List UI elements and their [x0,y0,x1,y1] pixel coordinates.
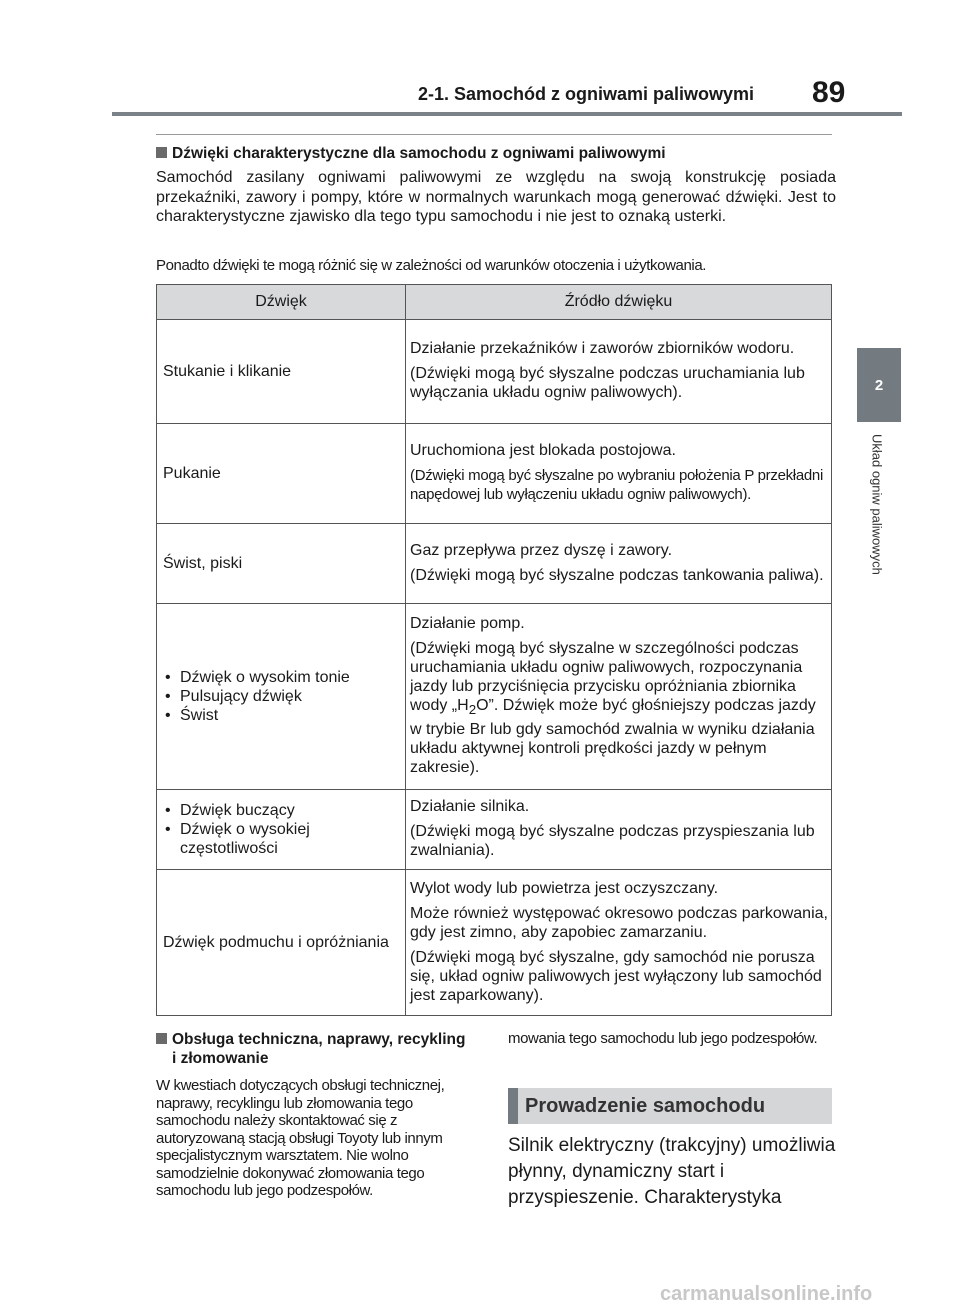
source-cell [406,524,832,604]
subscript: 2 [468,702,477,718]
driving-section-band [508,1088,832,1124]
list-item: • Dźwięk o wysokiej częstotliwości [163,820,399,858]
section-heading-maintenance [156,1030,466,1068]
source-line: Uruchomiona jest blokada postojowa. [410,442,676,459]
list-item: • Świst [163,706,399,725]
list-item: • Dźwięk o wysokim tonie [163,668,399,687]
list-item: • Pulsujący dźwięk [163,687,399,706]
source-cell [406,790,832,870]
table-row [157,790,832,870]
source-line: (Dźwięki mogą być słyszalne, gdy samochód nie porusza się, układ ogniw paliwowych jest wyłączony lub samochód jest zaparkowany). [410,948,822,1004]
sound-cell: Pukanie [157,424,406,524]
sound-cell [157,604,406,790]
source-line: Wylot wody lub powietrza jest oczyszczany. [410,879,719,897]
table-row [157,604,832,790]
sounds-table [156,284,832,1016]
source-cell [406,870,832,1016]
maintenance-paragraph: W kwestiach dotyczących obsługi technicznej, naprawy, recyklingu lub złomowania tego samochodu należy skontaktować się z autoryzowaną stacją obsługi Toyoty lub innym specjalistycznym warsztatem. Nie wolno samodzielnie dokonywać złomowania tego samochodu lub jego podzespołów. [156,1077,445,1199]
sound-cell: Stukanie i klikanie [157,320,406,424]
sound-cell [157,790,406,870]
intro-note: Ponadto dźwięki te mogą różnić się w zależności od warunków otoczenia i użytkowania. [156,257,707,274]
intro-paragraph: Samochód zasilany ogniwami paliwowymi ze względu na swoją konstrukcję posiada przekaźniki, zawory i pompy, które w normalnych warunkach mogą generować dźwięki. Jest to charakterystyczne zjawisko dla tego typu samochodu i nie jest to oznaką usterki. [156,169,836,225]
chapter-number: 2 [874,376,884,394]
chapter-name: Układ ogniw paliwowych [869,434,885,575]
maintenance-paragraph-continued: mowania tego samochodu lub jego podzespołów. [508,1030,818,1047]
watermark: carmanualsonline.info [660,1283,873,1305]
section-rule [156,134,832,135]
chapter-tab [857,348,901,422]
running-header: 2-1. Samochód z ogniwami paliwowymi [418,84,755,104]
sound-list [163,801,399,858]
source-line: Działanie silnika. [410,798,530,815]
square-bullet-icon [156,147,167,158]
source-line: (Dźwięki mogą być słyszalne podczas uruchamiania lub wyłączania układu ogniw paliwowych). [410,365,805,401]
driving-paragraph: Silnik elektryczny (trakcyjny) umożliwia płynny, dynamiczny start i przyspieszenie. Charakterystyka [508,1135,836,1208]
driving-section-title: Prowadzenie samochodu [525,1094,766,1117]
source-line: (Dźwięki mogą być słyszalne podczas tankowania paliwa). [410,566,824,584]
square-bullet-icon [156,1033,167,1044]
source-text-part: O”. Dźwięk może być głośniejszy podczas jazdy w trybie Br lub gdy samochód zwalnia w wyniku działania układu aktywnej kontroli prędkości jazdy w pełnym zakresie). [410,697,816,776]
section-heading-text: Dźwięki charakterystyczne dla samochodu z ogniwami paliwowymi [172,145,666,162]
page-number: 89 [812,76,846,109]
table-row [157,320,832,424]
sound-cell: Dźwięk podmuchu i opróżniania [157,870,406,1016]
header-rule [112,112,902,116]
table-row [157,870,832,1016]
source-cell [406,604,832,790]
source-cell [406,320,832,424]
header-source: Źródło dźwięku [406,285,832,320]
section-heading-text: Obsługa techniczna, naprawy, recykling i złomowanie [172,1031,466,1067]
source-line: Działanie przekaźników i zaworów zbiorników wodoru. [410,340,795,357]
section-heading-sounds [156,145,666,163]
table-row [157,524,832,604]
table-header-row [157,285,832,320]
source-line: (Dźwięki mogą być słyszalne po wybraniu położenia P przekładni napędowej lub wyłączeniu układu ogniw paliwowych). [410,467,824,503]
source-line: Działanie pomp. [410,615,525,633]
table-row [157,424,832,524]
header-sound: Dźwięk [157,285,406,320]
source-line: (Dźwięki mogą być słyszalne podczas przyspieszania lub zwalniania). [410,823,815,859]
list-item: • Dźwięk buczący [163,801,399,820]
source-line: Może również występować okresowo podczas parkowania, gdy jest zimno, aby zapobiec zamarzaniu. [410,904,828,941]
sound-list [163,668,399,725]
chapter-side-title [852,434,902,634]
source-cell [406,424,832,524]
source-text-part: (Dźwięki mogą być słyszalne w szczególności podczas uruchamiania układu ogniw paliwowych, rozpoczynania jazdy lub przyciśnięcia przycisku opróżniania zbiornika wody „H [410,640,803,715]
source-line: Gaz przepływa przez dyszę i zawory. [410,541,673,559]
sound-cell: Świst, piski [157,524,406,604]
source-line [410,639,828,776]
